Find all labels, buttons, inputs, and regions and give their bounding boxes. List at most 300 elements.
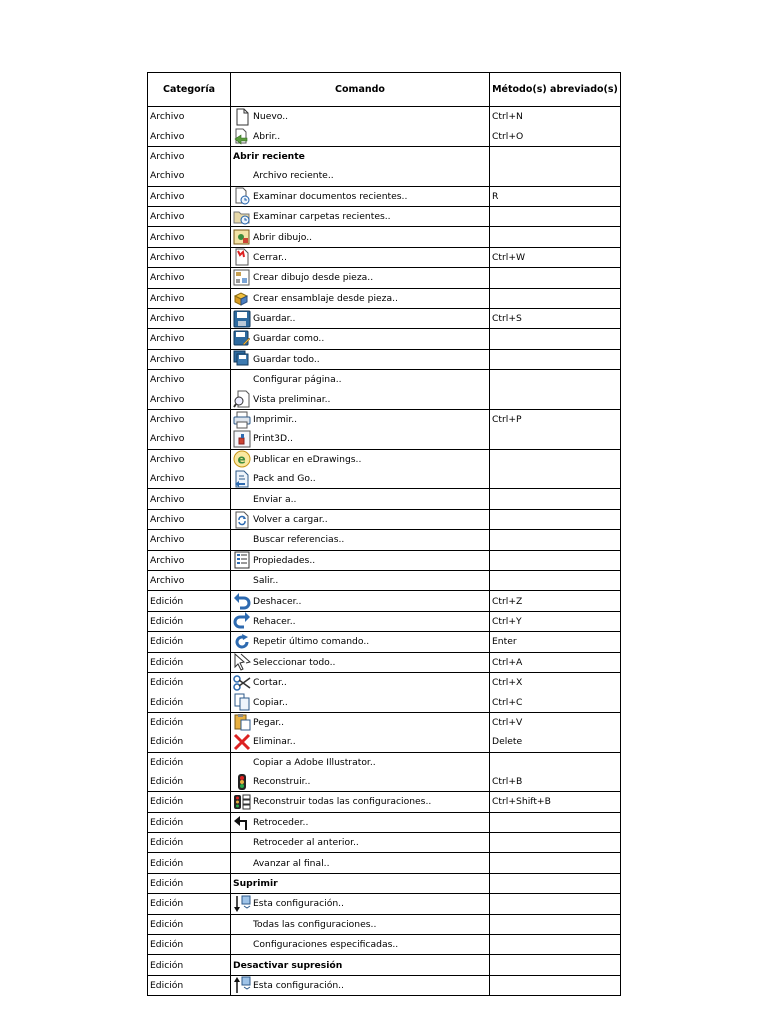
command-cell: [231, 611, 490, 631]
pack-and-go-icon: [233, 470, 251, 488]
table-row: [148, 975, 621, 995]
command-label: Enviar a..: [253, 493, 297, 505]
command-label: Suprimir: [233, 878, 278, 890]
category-cell: Archivo: [148, 469, 231, 489]
category-cell: Edición: [148, 772, 231, 792]
shortcut-cell: Enter: [490, 632, 621, 652]
command-cell: [231, 833, 490, 853]
shortcut-cell: [490, 873, 621, 893]
command-cell: [231, 712, 490, 732]
command-cell: [231, 632, 490, 652]
shortcut-cell: Ctrl+X: [490, 672, 621, 692]
command-buscar-referencias: [233, 530, 489, 549]
command-cell: [231, 975, 490, 995]
table-row: [148, 833, 621, 853]
command-reconstruir-todas-las-configuraciones: [233, 792, 489, 811]
shortcut-cell: Ctrl+Y: [490, 611, 621, 631]
open-folder-icon: [233, 127, 251, 145]
shortcut-cell: [490, 268, 621, 288]
drawing-from-part-icon: [233, 269, 251, 287]
category-cell: Archivo: [148, 370, 231, 390]
table-row: [148, 166, 621, 186]
shortcut-cell: Ctrl+P: [490, 409, 621, 429]
table-row: [148, 914, 621, 934]
table-row: [148, 186, 621, 206]
category-cell: Archivo: [148, 206, 231, 226]
command-label: Vista preliminar..: [253, 393, 331, 405]
category-cell: Archivo: [148, 288, 231, 308]
command-suprimir: [233, 874, 489, 893]
shortcut-cell: [490, 166, 621, 186]
command-eliminar: [233, 732, 489, 751]
command-configurar-pagina: [233, 370, 489, 389]
category-cell: Edición: [148, 894, 231, 914]
category-cell: Archivo: [148, 550, 231, 570]
category-cell: Edición: [148, 955, 231, 975]
table-row: [148, 389, 621, 409]
recent-documents-icon: [233, 187, 251, 205]
category-cell: Edición: [148, 975, 231, 995]
category-cell: Edición: [148, 652, 231, 672]
table-row: [148, 570, 621, 590]
command-label: Examinar carpetas recientes..: [253, 211, 391, 223]
command-guardar: [233, 309, 489, 328]
undo-icon: [233, 592, 251, 610]
command-label: Reconstruir..: [253, 776, 311, 788]
table-row: [148, 812, 621, 832]
table-row: [148, 126, 621, 146]
command-label: Pegar..: [253, 716, 285, 728]
command-cell: [231, 389, 490, 409]
category-cell: Edición: [148, 752, 231, 772]
suppress-config-icon: [233, 895, 251, 913]
shortcut-cell: [490, 329, 621, 349]
shortcut-cell: [490, 429, 621, 449]
command-label: Imprimir..: [253, 414, 298, 426]
table-row: [148, 370, 621, 390]
shortcut-cell: R: [490, 186, 621, 206]
command-abrir-reciente: [233, 147, 489, 166]
command-label: Archivo reciente..: [253, 170, 334, 182]
shortcut-cell: [490, 935, 621, 955]
command-desactivar-supresion: [233, 956, 489, 975]
shortcut-cell: [490, 146, 621, 166]
table-row: [148, 509, 621, 529]
shortcut-cell: Ctrl+Z: [490, 591, 621, 611]
shortcut-cell: [490, 349, 621, 369]
command-label: Retroceder..: [253, 816, 309, 828]
table-row: [148, 752, 621, 772]
table-row: [148, 288, 621, 308]
shortcut-cell: Delete: [490, 732, 621, 752]
icon-spacer: [233, 371, 251, 389]
paste-icon: [233, 713, 251, 731]
icon-spacer: [233, 531, 251, 549]
command-enviar-a: [233, 490, 489, 509]
command-label: Guardar como..: [253, 333, 325, 345]
reload-icon: [233, 511, 251, 529]
command-label: Guardar..: [253, 313, 296, 325]
table-row: [148, 146, 621, 166]
category-cell: Archivo: [148, 429, 231, 449]
command-cell: [231, 146, 490, 166]
command-cell: [231, 489, 490, 509]
category-cell: Archivo: [148, 449, 231, 469]
open-drawing-icon: [233, 228, 251, 246]
table-row: [148, 429, 621, 449]
save-all-icon: [233, 350, 251, 368]
command-label: Buscar referencias..: [253, 534, 345, 546]
category-cell: Edición: [148, 632, 231, 652]
shortcut-cell: Ctrl+A: [490, 652, 621, 672]
command-configuraciones-especificadas: [233, 935, 489, 954]
table-row: [148, 247, 621, 267]
shortcut-cell: Ctrl+W: [490, 247, 621, 267]
category-cell: Archivo: [148, 509, 231, 529]
header-command: Comando: [231, 73, 490, 107]
command-label: Seleccionar todo..: [253, 656, 336, 668]
properties-icon: [233, 551, 251, 569]
category-cell: Archivo: [148, 308, 231, 328]
command-seleccionar-todo: [233, 653, 489, 672]
command-repetir-ultimo-comando: [233, 632, 489, 651]
command-cell: [231, 126, 490, 146]
command-cell: [231, 550, 490, 570]
command-cell: [231, 227, 490, 247]
shortcut-cell: [490, 288, 621, 308]
category-cell: Archivo: [148, 227, 231, 247]
command-copiar: [233, 693, 489, 712]
category-cell: Edición: [148, 833, 231, 853]
table-row: [148, 652, 621, 672]
command-publicar-en-edrawings: [233, 450, 489, 469]
command-print3d: [233, 429, 489, 448]
save-icon: [233, 310, 251, 328]
copy-icon: [233, 693, 251, 711]
command-cell: [231, 752, 490, 772]
category-cell: Edición: [148, 732, 231, 752]
icon-spacer: [233, 572, 251, 590]
category-cell: Edición: [148, 672, 231, 692]
category-cell: Edición: [148, 611, 231, 631]
command-label: Todas las configuraciones..: [253, 918, 377, 930]
command-label: Configurar página..: [253, 374, 342, 386]
shortcut-cell: Ctrl+B: [490, 772, 621, 792]
rebuild-all-icon: [233, 793, 251, 811]
command-label: Print3D..: [253, 433, 293, 445]
shortcut-cell: [490, 530, 621, 550]
shortcut-cell: [490, 489, 621, 509]
table-row: [148, 853, 621, 873]
command-label: Retroceder al anterior..: [253, 837, 359, 849]
command-cell: [231, 247, 490, 267]
command-rehacer: [233, 612, 489, 631]
scissors-icon: [233, 674, 251, 692]
command-cell: [231, 268, 490, 288]
command-cortar: [233, 673, 489, 692]
shortcut-table-page: [147, 72, 620, 996]
command-label: Abrir..: [253, 130, 281, 142]
unsuppress-config-icon: [233, 976, 251, 994]
command-label: Rehacer..: [253, 615, 296, 627]
command-cell: [231, 530, 490, 550]
command-nuevo: [233, 107, 489, 126]
shortcut-cell: [490, 894, 621, 914]
shortcut-cell: Ctrl+V: [490, 712, 621, 732]
icon-spacer: [233, 490, 251, 508]
category-cell: Archivo: [148, 186, 231, 206]
command-cell: [231, 409, 490, 429]
shortcut-table: [147, 72, 621, 996]
shortcut-cell: [490, 570, 621, 590]
table-row: [148, 308, 621, 328]
shortcut-cell: [490, 389, 621, 409]
category-cell: Archivo: [148, 530, 231, 550]
table-row: [148, 632, 621, 652]
command-esta-configuracion: [233, 976, 489, 995]
command-label: Cerrar..: [253, 251, 287, 263]
table-row: [148, 591, 621, 611]
table-row: [148, 692, 621, 712]
command-examinar-carpetas-recientes: [233, 207, 489, 226]
command-retroceder: [233, 813, 489, 832]
save-as-icon: [233, 330, 251, 348]
shortcut-cell: [490, 206, 621, 226]
shortcut-cell: [490, 812, 621, 832]
command-abrir-dibujo: [233, 228, 489, 247]
table-row: [148, 329, 621, 349]
assembly-from-part-icon: [233, 289, 251, 307]
shortcut-cell: Ctrl+S: [490, 308, 621, 328]
command-label: Propiedades..: [253, 554, 316, 566]
command-imprimir: [233, 410, 489, 429]
table-body: [148, 107, 621, 996]
command-cell: [231, 853, 490, 873]
command-label: Abrir dibujo..: [253, 231, 313, 243]
category-cell: Edición: [148, 873, 231, 893]
command-label: Guardar todo..: [253, 353, 320, 365]
category-cell: Edición: [148, 812, 231, 832]
category-cell: Archivo: [148, 107, 231, 127]
shortcut-cell: [490, 227, 621, 247]
command-label: Repetir último comando..: [253, 636, 370, 648]
print3d-icon: [233, 430, 251, 448]
category-cell: Archivo: [148, 126, 231, 146]
command-cell: [231, 591, 490, 611]
command-cell: [231, 955, 490, 975]
table-row: [148, 227, 621, 247]
table-row: [148, 772, 621, 792]
command-examinar-documentos-recientes: [233, 187, 489, 206]
rollback-icon: [233, 813, 251, 831]
header-category: Categoría: [148, 73, 231, 107]
command-label: Crear dibujo desde pieza..: [253, 272, 374, 284]
command-vista-preliminar: [233, 390, 489, 409]
command-cell: [231, 732, 490, 752]
category-cell: Edición: [148, 853, 231, 873]
table-row: [148, 449, 621, 469]
shortcut-cell: [490, 449, 621, 469]
command-cell: [231, 772, 490, 792]
table-row: [148, 873, 621, 893]
command-cell: [231, 692, 490, 712]
command-label: Examinar documentos recientes..: [253, 190, 408, 202]
command-cell: [231, 308, 490, 328]
command-crear-dibujo-desde-pieza: [233, 268, 489, 287]
command-cell: [231, 206, 490, 226]
category-cell: Archivo: [148, 409, 231, 429]
command-cell: [231, 652, 490, 672]
table-row: [148, 469, 621, 489]
command-abrir: [233, 127, 489, 146]
shortcut-cell: [490, 914, 621, 934]
command-label: Desactivar supresión: [233, 959, 343, 971]
command-cell: [231, 469, 490, 489]
command-cell: [231, 570, 490, 590]
command-cell: [231, 329, 490, 349]
table-row: [148, 712, 621, 732]
shortcut-cell: Ctrl+O: [490, 126, 621, 146]
table-row: [148, 107, 621, 127]
command-cell: [231, 449, 490, 469]
command-label: Copiar..: [253, 696, 288, 708]
table-row: [148, 550, 621, 570]
command-cell: [231, 288, 490, 308]
edrawings-icon: [233, 450, 251, 468]
command-cell: [231, 873, 490, 893]
command-label: Esta configuración..: [253, 979, 344, 991]
recent-folders-icon: [233, 208, 251, 226]
table-row: [148, 530, 621, 550]
command-guardar-como: [233, 329, 489, 348]
command-propiedades: [233, 551, 489, 570]
command-cell: [231, 166, 490, 186]
icon-spacer: [233, 936, 251, 954]
svg-text:e: e: [237, 452, 246, 467]
command-label: Deshacer..: [253, 595, 302, 607]
shortcut-cell: [490, 833, 621, 853]
printer-icon: [233, 411, 251, 429]
icon-spacer: [233, 167, 251, 185]
table-row: [148, 732, 621, 752]
command-copiar-a-adobe-illustrator: [233, 753, 489, 772]
command-cell: [231, 186, 490, 206]
table-row: [148, 349, 621, 369]
command-deshacer: [233, 592, 489, 611]
table-row: [148, 611, 621, 631]
table-row: [148, 792, 621, 812]
shortcut-cell: [490, 509, 621, 529]
category-cell: Archivo: [148, 268, 231, 288]
table-row: [148, 672, 621, 692]
command-cell: [231, 672, 490, 692]
category-cell: Archivo: [148, 349, 231, 369]
command-cell: [231, 107, 490, 127]
shortcut-cell: [490, 469, 621, 489]
command-pack-and-go: [233, 469, 489, 488]
print-preview-icon: [233, 390, 251, 408]
command-crear-ensamblaje-desde-pieza: [233, 289, 489, 308]
table-row: [148, 489, 621, 509]
command-cell: [231, 429, 490, 449]
shortcut-cell: [490, 975, 621, 995]
category-cell: Archivo: [148, 329, 231, 349]
command-label: Esta configuración..: [253, 898, 344, 910]
command-salir: [233, 571, 489, 590]
close-document-icon: [233, 248, 251, 266]
traffic-light-icon: [233, 773, 251, 791]
shortcut-cell: [490, 550, 621, 570]
table-row: [148, 955, 621, 975]
command-label: Abrir reciente: [233, 150, 305, 162]
command-cell: [231, 370, 490, 390]
command-label: Reconstruir todas las configuraciones..: [253, 796, 432, 808]
table-row: [148, 206, 621, 226]
command-esta-configuracion: [233, 894, 489, 913]
command-label: Eliminar..: [253, 736, 296, 748]
category-cell: Edición: [148, 935, 231, 955]
delete-icon: [233, 733, 251, 751]
table-row: [148, 894, 621, 914]
command-avanzar-al-final: [233, 854, 489, 873]
table-header-row: [148, 73, 621, 107]
command-label: Pack and Go..: [253, 473, 316, 485]
icon-spacer: [233, 854, 251, 872]
shortcut-cell: Ctrl+Shift+B: [490, 792, 621, 812]
icon-spacer: [233, 834, 251, 852]
icon-spacer: [233, 753, 251, 771]
category-cell: Edición: [148, 692, 231, 712]
command-pegar: [233, 713, 489, 732]
command-label: Copiar a Adobe Illustrator..: [253, 756, 376, 768]
category-cell: Archivo: [148, 166, 231, 186]
command-label: Avanzar al final..: [253, 857, 330, 869]
redo-icon: [233, 612, 251, 630]
command-label: Cortar..: [253, 677, 287, 689]
category-cell: Edición: [148, 914, 231, 934]
command-archivo-reciente: [233, 166, 489, 185]
category-cell: Edición: [148, 591, 231, 611]
table-row: [148, 935, 621, 955]
shortcut-cell: [490, 752, 621, 772]
category-cell: Archivo: [148, 570, 231, 590]
select-all-icon: [233, 653, 251, 671]
category-cell: Archivo: [148, 146, 231, 166]
command-cerrar: [233, 248, 489, 267]
category-cell: Archivo: [148, 389, 231, 409]
command-label: Crear ensamblaje desde pieza..: [253, 292, 398, 304]
new-document-icon: [233, 108, 251, 126]
shortcut-cell: Ctrl+N: [490, 107, 621, 127]
command-reconstruir: [233, 772, 489, 791]
command-label: Volver a cargar..: [253, 514, 328, 525]
category-cell: Archivo: [148, 489, 231, 509]
command-cell: [231, 914, 490, 934]
command-cell: [231, 935, 490, 955]
command-cell: [231, 812, 490, 832]
command-cell: [231, 349, 490, 369]
command-volver-a-cargar: [233, 510, 489, 529]
shortcut-cell: [490, 370, 621, 390]
shortcut-cell: [490, 955, 621, 975]
repeat-icon: [233, 633, 251, 651]
table-row: [148, 268, 621, 288]
command-todas-las-configuraciones: [233, 915, 489, 934]
icon-spacer: [233, 915, 251, 933]
command-label: Salir..: [253, 575, 279, 587]
shortcut-cell: [490, 853, 621, 873]
command-label: Nuevo..: [253, 111, 289, 123]
